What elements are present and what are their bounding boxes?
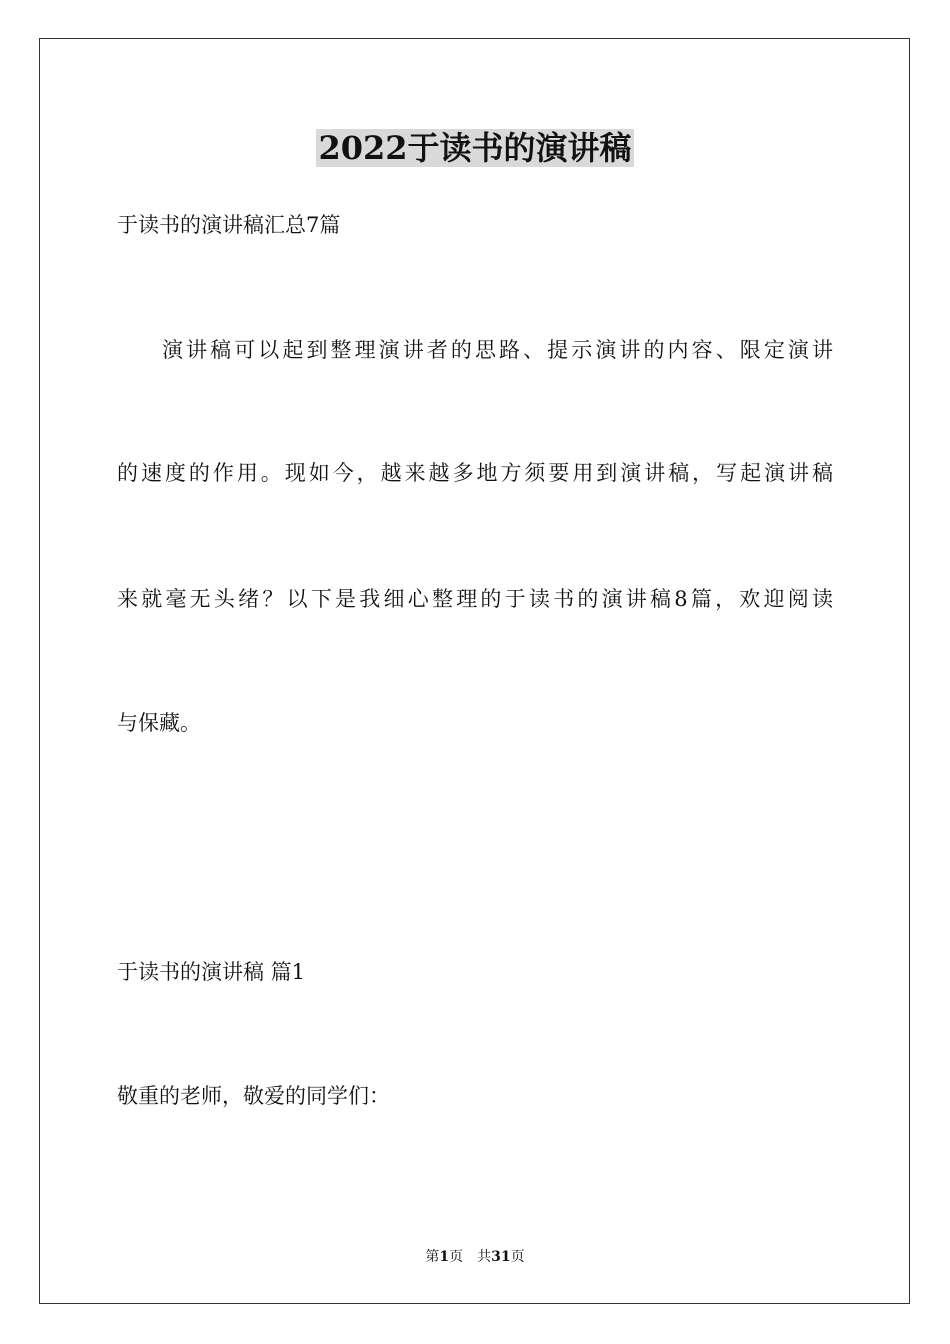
footer-page-total: 31 [491, 1249, 511, 1265]
document-subtitle: 于读书的演讲稿汇总7篇 [117, 213, 341, 237]
page-footer [0, 1247, 950, 1267]
footer-mid: 页 共 [449, 1249, 492, 1265]
intro-line-2: 的速度的作用。现如今，越来越多地方须要用到演讲稿，写起演讲稿 [117, 461, 833, 485]
footer-page-current: 1 [439, 1249, 450, 1265]
intro-line-1: 演讲稿可以起到整理演讲者的思路、提示演讲的内容、限定演讲 [162, 338, 833, 362]
salutation: 敬重的老师，敬爱的同学们： [117, 1084, 390, 1108]
document-title-text: 2022于读书的演讲稿 [318, 129, 632, 167]
section-heading: 于读书的演讲稿 篇1 [117, 960, 306, 984]
intro-line-4: 与保藏。 [117, 711, 201, 735]
footer-prefix: 第 [425, 1249, 440, 1265]
document-title [0, 126, 950, 170]
footer-suffix: 页 [510, 1249, 525, 1265]
intro-line-3: 来就毫无头绪？以下是我细心整理的于读书的演讲稿8篇，欢迎阅读 [117, 587, 833, 611]
